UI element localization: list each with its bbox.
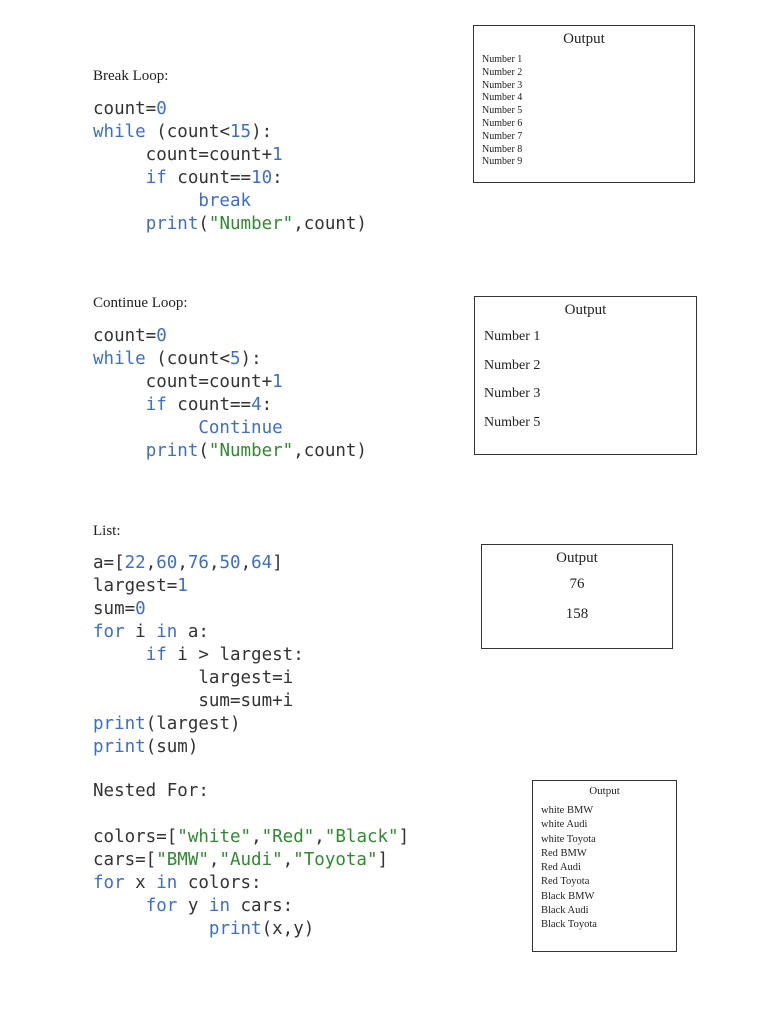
- code-line: print("Number",count): [145, 214, 367, 234]
- code-line: largest=i: [93, 668, 294, 688]
- output-line: Number 2: [482, 66, 523, 78]
- output-line: white Audi: [541, 819, 588, 831]
- break-loop-output-lines: [482, 54, 694, 169]
- output-line: Red Toyota: [541, 876, 590, 888]
- code-line: print("Number",count): [145, 441, 367, 461]
- code-line: if i > largest:: [145, 645, 304, 665]
- output-line: Number 8: [482, 143, 523, 155]
- code-line: count=0: [93, 326, 167, 346]
- output-line: Black Toyota: [541, 919, 597, 931]
- list-output-lines: [482, 569, 672, 629]
- code-line: for x in colors:: [93, 873, 262, 893]
- code-line: count=count+1: [93, 145, 283, 165]
- nested-for-code: [93, 780, 409, 941]
- list-heading: List:: [93, 523, 121, 539]
- code-line: cars=["BMW","Audi","Toyota"]: [93, 850, 389, 870]
- code-line: colors=["white","Red","Black"]: [93, 827, 410, 847]
- code-line: a=[22,60,76,50,64]: [93, 553, 283, 573]
- output-line: Black BMW: [541, 890, 595, 902]
- code-line: count=count+1: [93, 372, 283, 392]
- list-output-title: Output: [556, 550, 598, 566]
- nested-for-output-lines: [541, 804, 676, 933]
- output-line: Number 3: [484, 386, 541, 402]
- code-line: sum=0: [93, 599, 146, 619]
- list-output-box: [481, 544, 673, 649]
- continue-loop-output-lines: [484, 323, 696, 437]
- nested-for-output-box: [532, 780, 677, 952]
- continue-loop-code: [93, 325, 367, 463]
- output-line: white BMW: [541, 805, 594, 816]
- output-line: Number 6: [482, 117, 523, 129]
- output-line: Number 1: [484, 329, 541, 344]
- code-line: print(x,y): [208, 919, 315, 939]
- code-line: sum=sum+i: [93, 691, 294, 711]
- continue-loop-output-title: Output: [564, 302, 607, 318]
- output-line: Number 4: [482, 92, 523, 104]
- code-line: count=0: [93, 99, 167, 119]
- code-line: if count==10:: [145, 168, 283, 188]
- output-line: Red BMW: [541, 847, 587, 859]
- output-line: Number 3: [482, 79, 523, 91]
- output-line: Number 2: [484, 357, 541, 373]
- output-line: Red Audi: [541, 862, 581, 874]
- output-line: Number 1: [482, 54, 523, 65]
- output-line: white Toyota: [541, 833, 596, 845]
- code-line: Continue: [198, 418, 283, 438]
- output-line: Black Audi: [541, 905, 589, 917]
- code-line: largest=1: [93, 576, 188, 596]
- code-line: break: [198, 191, 252, 211]
- output-line: Number 7: [482, 130, 523, 142]
- break-loop-output-box: [473, 25, 695, 183]
- break-loop-heading: Break Loop:: [93, 68, 169, 84]
- break-loop-code: [93, 98, 367, 236]
- code-line: if count==4:: [145, 395, 273, 415]
- code-line: Nested For:: [93, 781, 209, 801]
- output-line: Number 9: [482, 156, 523, 168]
- nested-for-output-title: Output: [589, 785, 620, 797]
- code-line: for i in a:: [93, 622, 209, 642]
- list-code: [93, 552, 304, 759]
- output-line: Number 5: [482, 105, 523, 117]
- code-line: while (count<5):: [93, 349, 262, 369]
- continue-loop-heading: Continue Loop:: [93, 295, 188, 311]
- code-line: print(largest): [93, 714, 241, 734]
- output-line: Number 5: [484, 414, 541, 430]
- output-line: 76: [569, 576, 585, 592]
- code-line: while (count<15):: [93, 122, 273, 142]
- code-line: print(sum): [93, 737, 199, 757]
- code-line: [93, 803, 409, 826]
- break-loop-output-title: Output: [563, 31, 605, 47]
- code-line: for y in cars:: [145, 896, 294, 916]
- continue-loop-output-box: [474, 296, 697, 455]
- output-line: 158: [565, 606, 589, 622]
